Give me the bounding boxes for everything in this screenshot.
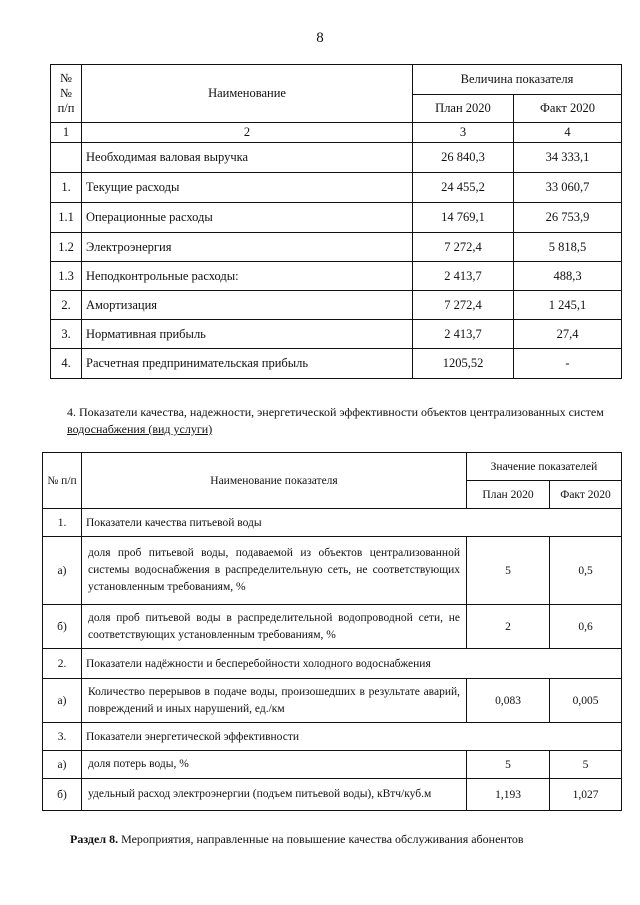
row-fact: - bbox=[514, 349, 622, 379]
column-header-value-group: Значение показателей bbox=[467, 453, 622, 481]
row-fact: 33 060,7 bbox=[514, 173, 622, 203]
row-number: а) bbox=[43, 537, 82, 605]
row-name: доля проб питьевой воды в распределительной водопроводной сети, не соответствующих установленным требованиям, % bbox=[82, 605, 467, 649]
column-header-value-group: Величина показателя bbox=[413, 65, 622, 95]
section-4-heading bbox=[67, 404, 622, 438]
column-header-fact: Факт 2020 bbox=[550, 481, 622, 509]
row-plan: 7 272,4 bbox=[413, 233, 514, 262]
column-header-fact: Факт 2020 bbox=[514, 95, 622, 123]
row-name: Количество перерывов в подаче воды, произошедших в результате аварий, повреждений и иных нарушений, ед./км bbox=[82, 679, 467, 723]
row-fact: 0,6 bbox=[550, 605, 622, 649]
row-plan: 5 bbox=[467, 537, 550, 605]
section-8-heading bbox=[70, 832, 524, 847]
row-number: а) bbox=[43, 751, 82, 779]
column-header-number: № п/п bbox=[43, 453, 82, 509]
row-fact: 1,027 bbox=[550, 779, 622, 811]
row-name: Амортизация bbox=[82, 291, 413, 320]
table-row bbox=[51, 143, 622, 173]
row-fact: 26 753,9 bbox=[514, 203, 622, 233]
row-plan: 14 769,1 bbox=[413, 203, 514, 233]
row-fact: 27,4 bbox=[514, 320, 622, 349]
table-row bbox=[43, 537, 622, 605]
section-4-title-underlined: водоснабжения (вид услуги) bbox=[67, 422, 213, 436]
row-number: 2. bbox=[43, 649, 82, 679]
index-cell: 2 bbox=[82, 123, 413, 143]
row-number: 1.1 bbox=[51, 203, 82, 233]
table-row bbox=[51, 203, 622, 233]
index-cell: 4 bbox=[514, 123, 622, 143]
column-header-name: Наименование показателя bbox=[82, 453, 467, 509]
row-number: 4. bbox=[51, 349, 82, 379]
column-header-number: №№ п/п bbox=[51, 65, 82, 123]
table-row bbox=[51, 173, 622, 203]
table-row bbox=[43, 605, 622, 649]
column-header-name: Наименование bbox=[82, 65, 413, 123]
index-row bbox=[51, 123, 622, 143]
row-name: Неподконтрольные расходы: bbox=[82, 262, 413, 291]
section-name: Показатели качества питьевой воды bbox=[82, 509, 622, 537]
row-number: 3. bbox=[51, 320, 82, 349]
row-plan: 2 bbox=[467, 605, 550, 649]
row-number: 1. bbox=[43, 509, 82, 537]
row-number: 1.3 bbox=[51, 262, 82, 291]
row-number: 2. bbox=[51, 291, 82, 320]
row-plan: 1205,52 bbox=[413, 349, 514, 379]
row-plan: 2 413,7 bbox=[413, 320, 514, 349]
index-cell: 1 bbox=[51, 123, 82, 143]
section-8-text: Мероприятия, направленные на повышение качества обслуживания абонентов bbox=[118, 832, 524, 846]
index-cell: 3 bbox=[413, 123, 514, 143]
section-row bbox=[43, 649, 622, 679]
table-row bbox=[43, 751, 622, 779]
section-row bbox=[43, 509, 622, 537]
column-header-plan: План 2020 bbox=[413, 95, 514, 123]
row-fact: 0,005 bbox=[550, 679, 622, 723]
row-fact: 5 818,5 bbox=[514, 233, 622, 262]
row-number: б) bbox=[43, 779, 82, 811]
row-fact: 0,5 bbox=[550, 537, 622, 605]
table-row bbox=[51, 233, 622, 262]
section-4-title: 4. Показатели качества, надежности, энергетической эффективности объектов централизованных систем bbox=[67, 405, 604, 419]
row-name: доля потерь воды, % bbox=[82, 751, 467, 779]
row-plan: 5 bbox=[467, 751, 550, 779]
row-plan: 7 272,4 bbox=[413, 291, 514, 320]
financial-table bbox=[50, 64, 622, 379]
row-name: Расчетная предпринимательская прибыль bbox=[82, 349, 413, 379]
row-name: Нормативная прибыль bbox=[82, 320, 413, 349]
section-name: Показатели надёжности и бесперебойности холодного водоснабжения bbox=[82, 649, 622, 679]
column-header-plan: План 2020 bbox=[467, 481, 550, 509]
row-number: а) bbox=[43, 679, 82, 723]
row-name: Электроэнергия bbox=[82, 233, 413, 262]
row-fact: 34 333,1 bbox=[514, 143, 622, 173]
row-name: Необходимая валовая выручка bbox=[82, 143, 413, 173]
row-fact: 488,3 bbox=[514, 262, 622, 291]
row-number: 1.2 bbox=[51, 233, 82, 262]
row-fact: 1 245,1 bbox=[514, 291, 622, 320]
quality-indicators-table bbox=[42, 452, 622, 811]
row-number: 1. bbox=[51, 173, 82, 203]
section-name: Показатели энергетической эффективности bbox=[82, 723, 622, 751]
row-number bbox=[51, 143, 82, 173]
row-name: доля проб питьевой воды, подаваемой из объектов централизованной системы водоснабжения в распределительную сеть, не соответствующих установленным требованиям, % bbox=[82, 537, 467, 605]
row-fact: 5 bbox=[550, 751, 622, 779]
row-name: Операционные расходы bbox=[82, 203, 413, 233]
row-plan: 2 413,7 bbox=[413, 262, 514, 291]
table-row bbox=[51, 349, 622, 379]
section-row bbox=[43, 723, 622, 751]
row-plan: 24 455,2 bbox=[413, 173, 514, 203]
row-plan: 26 840,3 bbox=[413, 143, 514, 173]
table-row bbox=[43, 779, 622, 811]
row-number: 3. bbox=[43, 723, 82, 751]
row-plan: 0,083 bbox=[467, 679, 550, 723]
row-plan: 1,193 bbox=[467, 779, 550, 811]
row-name: Текущие расходы bbox=[82, 173, 413, 203]
section-8-label: Раздел 8. bbox=[70, 832, 119, 846]
table-row bbox=[43, 679, 622, 723]
table-row bbox=[51, 291, 622, 320]
page-number: 8 bbox=[316, 30, 324, 46]
table-row bbox=[51, 262, 622, 291]
row-number: б) bbox=[43, 605, 82, 649]
row-name: удельный расход электроэнергии (подъем питьевой воды), кВтч/куб.м bbox=[82, 779, 467, 811]
table-row bbox=[51, 320, 622, 349]
